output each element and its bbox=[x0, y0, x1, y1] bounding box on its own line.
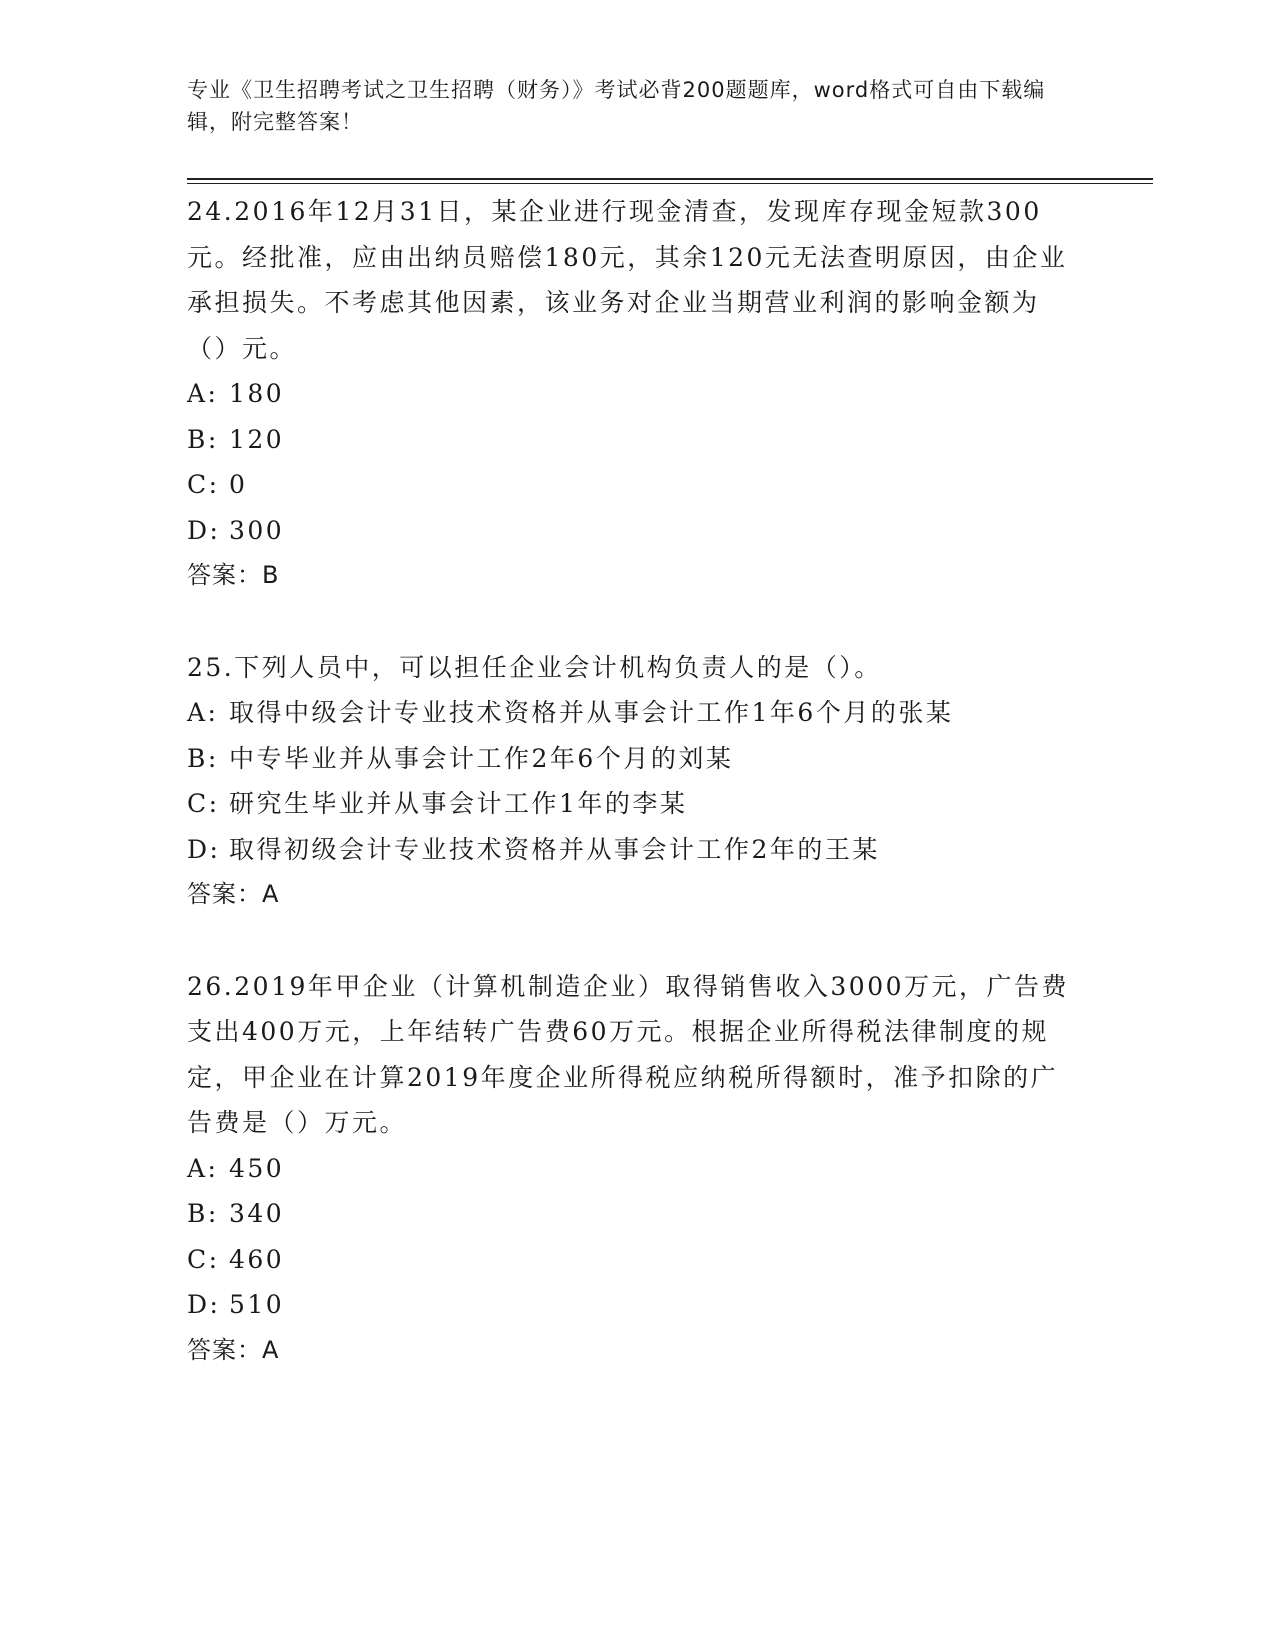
option-letter: A: bbox=[187, 379, 219, 408]
answer-label: 答案：B bbox=[187, 561, 280, 589]
question-stem: 26.2019年甲企业（计算机制造企业）取得销售收入3000万元，广告费支出400万元，上年结转广告费60万元。根据企业所得税法律制度的规定，甲企业在计算2019年度企业所得税应纳税所得额时，准予扣除的广告费是（）万元。 bbox=[187, 971, 1070, 1137]
option-c bbox=[187, 1237, 1077, 1283]
option-a bbox=[187, 371, 1077, 417]
option-letter: A: bbox=[187, 698, 219, 727]
option-letter: C: bbox=[187, 470, 220, 499]
option-letter: B: bbox=[187, 743, 219, 773]
option-letter: C: bbox=[187, 789, 220, 818]
option-text: 中专毕业并从事会计工作2年6个月的刘某 bbox=[229, 743, 734, 773]
option-c bbox=[187, 462, 1077, 508]
option-letter: D: bbox=[187, 515, 221, 545]
option-a bbox=[187, 690, 1077, 736]
question-26 bbox=[187, 964, 1077, 1374]
answer-label: 答案：A bbox=[187, 880, 280, 908]
option-text: 研究生毕业并从事会计工作1年的李某 bbox=[229, 789, 688, 818]
option-b bbox=[187, 736, 1077, 782]
option-text: 120 bbox=[229, 424, 285, 454]
option-b bbox=[187, 417, 1077, 463]
option-text: 300 bbox=[229, 515, 285, 545]
option-text: 450 bbox=[229, 1153, 285, 1183]
option-text: 取得中级会计专业技术资格并从事会计工作1年6个月的张某 bbox=[229, 698, 954, 727]
header-divider-thick bbox=[187, 178, 1153, 180]
question-24 bbox=[187, 189, 1077, 599]
option-letter: D: bbox=[187, 834, 221, 864]
option-text: 510 bbox=[229, 1290, 285, 1319]
option-text: 180 bbox=[229, 379, 285, 408]
option-b bbox=[187, 1191, 1077, 1237]
option-text: 0 bbox=[229, 470, 248, 499]
option-c bbox=[187, 781, 1077, 827]
document-header: 专业《卫生招聘考试之卫生招聘（财务）》考试必背200题题库，word格式可自由下载编辑，附完整答案！ bbox=[187, 78, 1046, 134]
option-letter: A: bbox=[187, 1153, 219, 1183]
option-text: 取得初级会计专业技术资格并从事会计工作2年的王某 bbox=[229, 834, 880, 864]
option-letter: B: bbox=[187, 1199, 219, 1228]
option-a bbox=[187, 1146, 1077, 1192]
header-divider-thin bbox=[187, 183, 1153, 184]
question-stem: 25.下列人员中，可以担任企业会计机构负责人的是（）。 bbox=[187, 652, 882, 682]
option-letter: D: bbox=[187, 1290, 221, 1319]
option-text: 460 bbox=[229, 1244, 285, 1274]
option-d bbox=[187, 508, 1077, 554]
question-list bbox=[187, 189, 1077, 1419]
option-text: 340 bbox=[229, 1199, 285, 1228]
option-letter: B: bbox=[187, 424, 219, 454]
option-d bbox=[187, 827, 1077, 873]
answer-label: 答案：A bbox=[187, 1335, 280, 1364]
question-stem: 24.2016年12月31日，某企业进行现金清查，发现库存现金短款300元。经批准，应由出纳员赔偿180元，其余120元无法查明原因，由企业承担损失。不考虑其他因素，该业务对企业当期营业利润的影响金额为（）元。 bbox=[187, 197, 1068, 363]
option-letter: C: bbox=[187, 1244, 220, 1274]
option-d bbox=[187, 1282, 1077, 1328]
question-25 bbox=[187, 645, 1077, 918]
